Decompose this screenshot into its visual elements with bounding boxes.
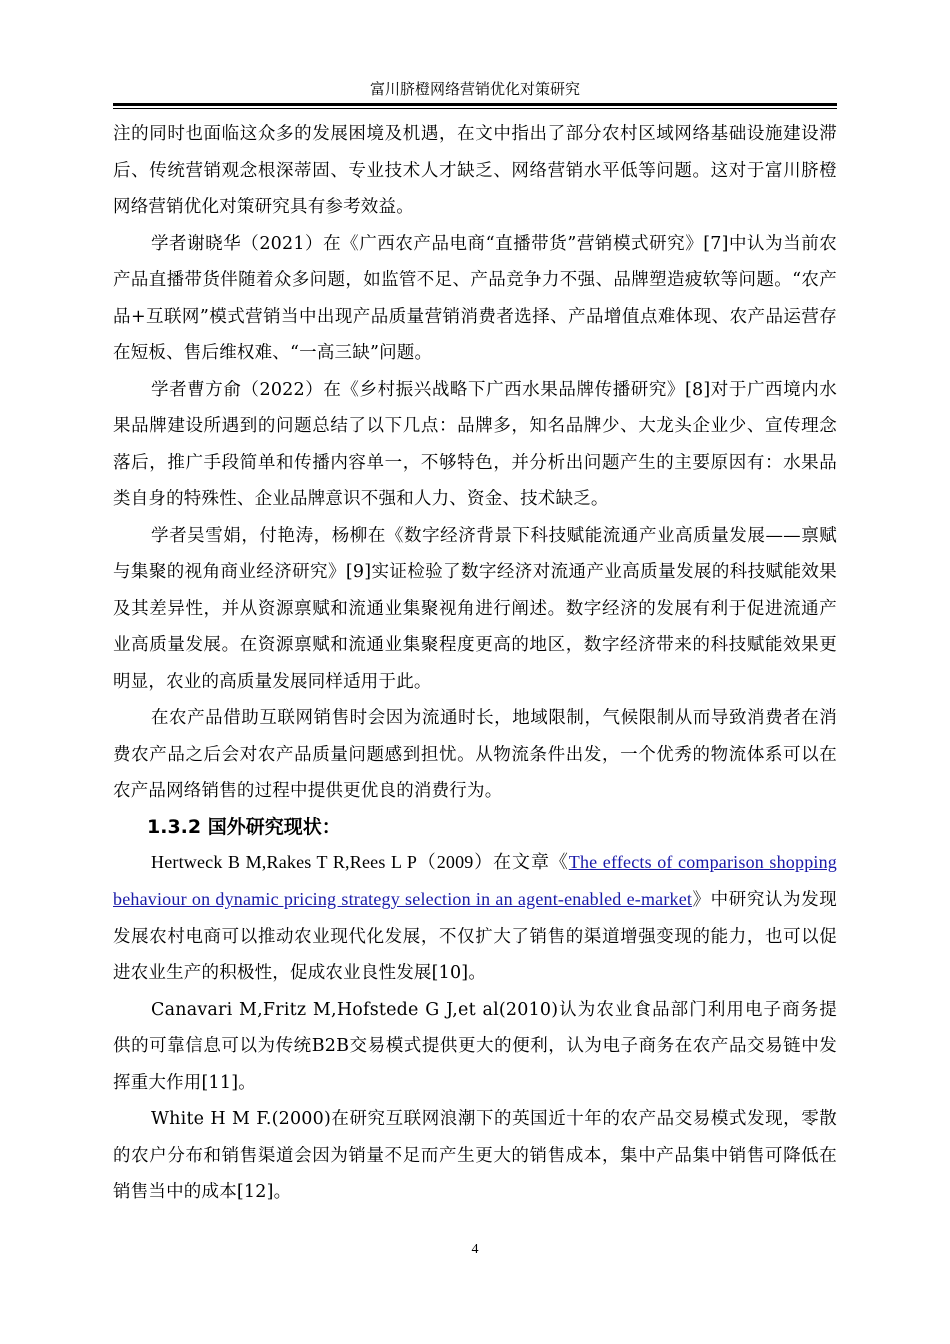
- paragraph-wu-xuejuan: 学者吴雪娟，付艳涛，杨柳在《数字经济背景下科技赋能流通产业高质量发展——禀赋与集聚的视角商业经济研究》[9]实证检验了数字经济对流通产业高质量发展的科技赋能效果及其差异性，并从资源禀赋和流通业集聚视角进行阐述。数字经济的发展有利于促进流通产业高质量发展。在资源禀赋和流通业集聚程度更高的地区，数字经济带来的科技赋能效果更明显，农业的高质量发展同样适用于此。: [113, 525, 837, 692]
- paragraph-canavari: Canavari M,Fritz M,Hofstede G J,et al(2010)认为农业食品部门利用电子商务提供的可靠信息可以为传统B2B交易模式提供更大的便利，认为电子商务在农产品交易链中发挥重大作用[11]。: [113, 999, 837, 1093]
- header-rule-thick: [113, 103, 837, 106]
- header-rule-thin: [113, 108, 837, 109]
- paragraph-white: White H M F.(2000)在研究互联网浪潮下的英国近十年的农产品交易模式发现，零散的农户分布和销售渠道会因为销量不足而产生更大的销售成本，集中产品集中销售可降低在销售当中的成本[12]。: [113, 1109, 837, 1202]
- section-heading: 1.3.2 国外研究现状：: [147, 815, 341, 838]
- page-number: 4: [471, 1242, 479, 1257]
- paragraph-cao-fangyu: 学者曹方俞（2022）在《乡村振兴战略下广西水果品牌传播研究》[8]对于广西境内水果品牌建设所遇到的问题总结了以下几点：品牌多，知名品牌少、大龙头企业少、宣传理念落后，推广手段简单和传播内容单一，不够特色，并分析出问题产生的主要原因有：水果品类自身的特殊性、企业品牌意识不强和人力、资金、技术缺乏。: [113, 379, 837, 509]
- paragraph-hertweck: [113, 844, 837, 992]
- hertweck-citation-after: 》中研究认为发现发展农村电商可以推动农业现代化发展，不仅扩大了销售的渠道增强变现的能力，也可以促进农业生产的积极性，促成农业良性发展[10]。: [113, 890, 837, 983]
- paragraph-logistics: 在农产品借助互联网销售时会因为流通时长，地域限制，气候限制从而导致消费者在消费农产品之后会对农产品质量问题感到担忧。从物流条件出发，一个优秀的物流体系可以在农产品网络销售的过程中提供更优良的消费行为。: [113, 708, 837, 801]
- paragraph-continued: 注的同时也面临这众多的发展困境及机遇，在文中指出了部分农村区域网络基础设施建设滞后、传统营销观念根深蒂固、专业技术人才缺乏、网络营销水平低等问题。这对于富川脐橙网络营销优化对策研究具有参考效益。: [113, 124, 837, 217]
- running-header-title: 富川脐橙网络营销优化对策研究: [369, 80, 580, 98]
- page-body: [113, 116, 837, 1211]
- paragraph-xie-xiaohua: 学者谢晓华（2021）在《广西农产品电商“直播带货”营销模式研究》[7]中认为当前农产品直播带货伴随着众多问题，如监管不足、产品竞争力不强、品牌塑造疲软等问题。“农产品+互联网”模式营销当中出现产品质量营销消费者选择、产品增值点难体现、农产品运营存在短板、售后维权难、“一高三缺”问题。: [113, 233, 837, 363]
- paper-title-link[interactable]: The effects of comparison shopping behaviour on dynamic pricing strategy selection in an agent-enabled e-market: [113, 851, 837, 909]
- hertweck-citation-before: Hertweck B M,Rakes T R,Rees L P（2009）在文章《: [151, 851, 569, 872]
